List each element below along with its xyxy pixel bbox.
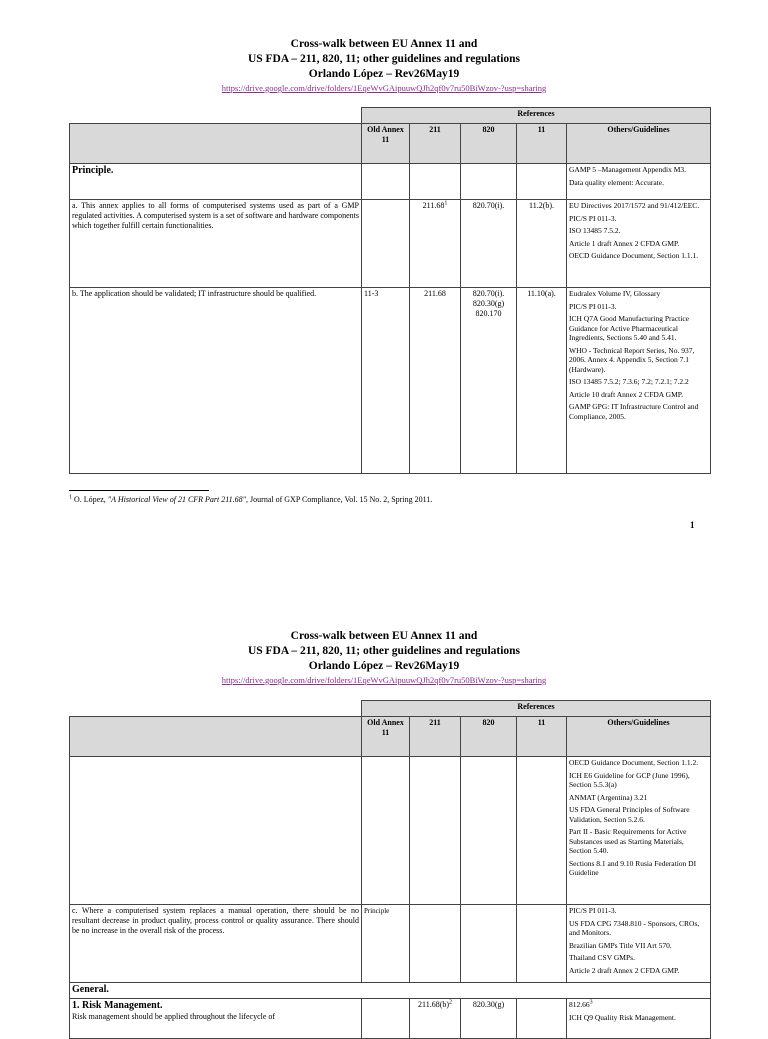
col-211: 211: [410, 124, 461, 164]
requirement-header-cell: [70, 124, 362, 164]
principle-title: Principle.: [72, 165, 114, 176]
crosswalk-table-2: References Old Annex 11 211 820 11 Others/Guidelines OECD Guidance Document, Section 1.1.2. ICH E6 Guideline for GCP (June 1996), Section 5.5.3(a) ANMAT (Argentina) 3.21 US FDA General Principles of Software Validation, Section 5.2.6. Part II - Basic Requirements for Active Substances used as Starting Materials, Section 5.40. Sections 8.1 and 9.10 Rusia Federation DI Guideline c. Where a computerised system replaces a manual operation, there should be no resultant decrease in product quality, process control or quality assurance. There should be no increase in the overall risk of the process. Principle PIC/S PI 011-3. US FDA CPG 7348.810 - Sponsors, CROs, and Monitors. Brazilian GMPs Title VII Art 570. Thailand CSV GMPs. Article 2 draft Annex 2 CFDA GMP. General. 1. Risk Management. Risk management should be applied throughout the lifecycle of $211.68(b)^2$ 820.30(g) 812.66$^3$ ICH Q9 Quality Risk Management.: [69, 700, 711, 1039]
risk-211: $211.68(b)^2$: [410, 999, 461, 1039]
risk-text: 1. Risk Management. Risk management should be applied throughout the lifecycle of: [70, 999, 362, 1039]
row-c-text: c. Where a computerised system replaces a manual operation, there should be no resultant decrease in product quality, process control or quality assurance. There should be no increase in the overall risk of the process.: [70, 905, 362, 983]
table-row-general: [70, 983, 711, 999]
row-a-11: 11.2(b).: [517, 200, 567, 288]
col-others: Others/Guidelines: [567, 124, 711, 164]
table-row-b: [70, 288, 711, 474]
header-title-line2: US FDA – 211, 820, 11; other guidelines and regulations: [247, 53, 521, 65]
references-header: References: [362, 108, 711, 124]
header-title-line3: Orlando López – Rev26May19: [308, 68, 460, 80]
table-row-risk: [70, 999, 711, 1039]
row-a-211: 211.68$^1$: [410, 200, 461, 288]
table-row-principle: [70, 164, 711, 200]
header-drive-link-2[interactable]: https://drive.google.com/drive/folders/1EqeWvGAipuuwQJh2qf0v7ru50BiWzov-?usp=sharing: [221, 675, 547, 685]
table-row-a: [70, 200, 711, 288]
row-b-old: 11-3: [362, 288, 410, 474]
general-title: General.: [72, 984, 109, 995]
row-c-others: PIC/S PI 011-3. US FDA CPG 7348.810 - Sponsors, CROs, and Monitors. Brazilian GMPs Title VII Art 570. Thailand CSV GMPs. Article 2 draft Annex 2 CFDA GMP.: [567, 905, 711, 983]
row-b-211: 211.68: [410, 288, 461, 474]
col-11: 11: [517, 124, 567, 164]
footnote-separator: [69, 490, 209, 491]
principle-others: GAMP 5 –Management Appendix M3. Data quality element: Accurate.: [567, 164, 711, 200]
row-b-11: 11.10(a).: [517, 288, 567, 474]
row-b-text: b. The application should be validated; IT infrastructure should be qualified.: [70, 288, 362, 474]
table-row-continued: [70, 757, 711, 905]
risk-others: 812.66$^3$ ICH Q9 Quality Risk Management.: [567, 999, 711, 1039]
header-title-line1: Cross-walk between EU Annex 11 and: [290, 38, 478, 50]
page-number: 1: [690, 520, 695, 530]
row-a-others: EU Directives 2017/1572 and 91/412/EEC. PIC/S PI 011-3. ISO 13485 7.5.2. Article 1 draft Annex 2 CFDA GMP. OECD Guidance Document, Section 1.1.1.: [567, 200, 711, 288]
col-old-annex: Old Annex 11: [362, 124, 410, 164]
page-header-2: Cross-walk between EU Annex 11 and US FDA – 211, 820, 11; other guidelines and regulations Orlando López – Rev26May19 https://drive.google.com/drive/folders/1EqeWvGAipuuwQJh2qf0v7ru50BiWzov-?usp=sharing: [0, 629, 768, 686]
risk-820: 820.30(g): [461, 999, 517, 1039]
row-b-820: 820.70(i). 820.30(g) 820.170: [461, 288, 517, 474]
footnote-1: $^1$ O. López, "A Historical View of 21 CFR Part 211.68", Journal of GXP Compliance, Vol. 15 No. 2, Spring 2011.: [69, 494, 433, 504]
row-a-820: 820.70(i).: [461, 200, 517, 288]
table-row-c: [70, 905, 711, 983]
crosswalk-table-1: [69, 107, 711, 474]
row-c-old: Principle: [362, 905, 410, 983]
page-header-1: [0, 37, 768, 94]
row-b-others: Eudralex Volume IV, Glossary PIC/S PI 011-3. ICH Q7A Good Manufacturing Practice Guidance for Active Pharmaceutical Ingredients, Sections 5.40 and 5.41. WHO - Technical Report Series, No. 937, 2006. Annex 4. Appendix 5, Section 7.1 (Hardware). ISO 13485 7.5.2; 7.3.6; 7.2; 7.2.1; 7.2.2 Article 10 draft Annex 2 CFDA GMP. GAMP GPG: IT Infrastructure Control and Compliance, 2005.: [567, 288, 711, 474]
header-drive-link[interactable]: https://drive.google.com/drive/folders/1EqeWvGAipuuwQJh2qf0v7ru50BiWzov-?usp=sharing: [221, 83, 547, 93]
continued-others: OECD Guidance Document, Section 1.1.2. ICH E6 Guideline for GCP (June 1996), Section 5.5.3(a) ANMAT (Argentina) 3.21 US FDA General Principles of Software Validation, Section 5.2.6. Part II - Basic Requirements for Active Substances used as Starting Materials, Section 5.40. Sections 8.1 and 9.10 Rusia Federation DI Guideline: [567, 757, 711, 905]
col-820: 820: [461, 124, 517, 164]
row-a-text: a. This annex applies to all forms of computerised systems used as part of a GMP regulated activities. A computerised system is a set of software and hardware components which together fulfill certain functionalities.: [70, 200, 362, 288]
